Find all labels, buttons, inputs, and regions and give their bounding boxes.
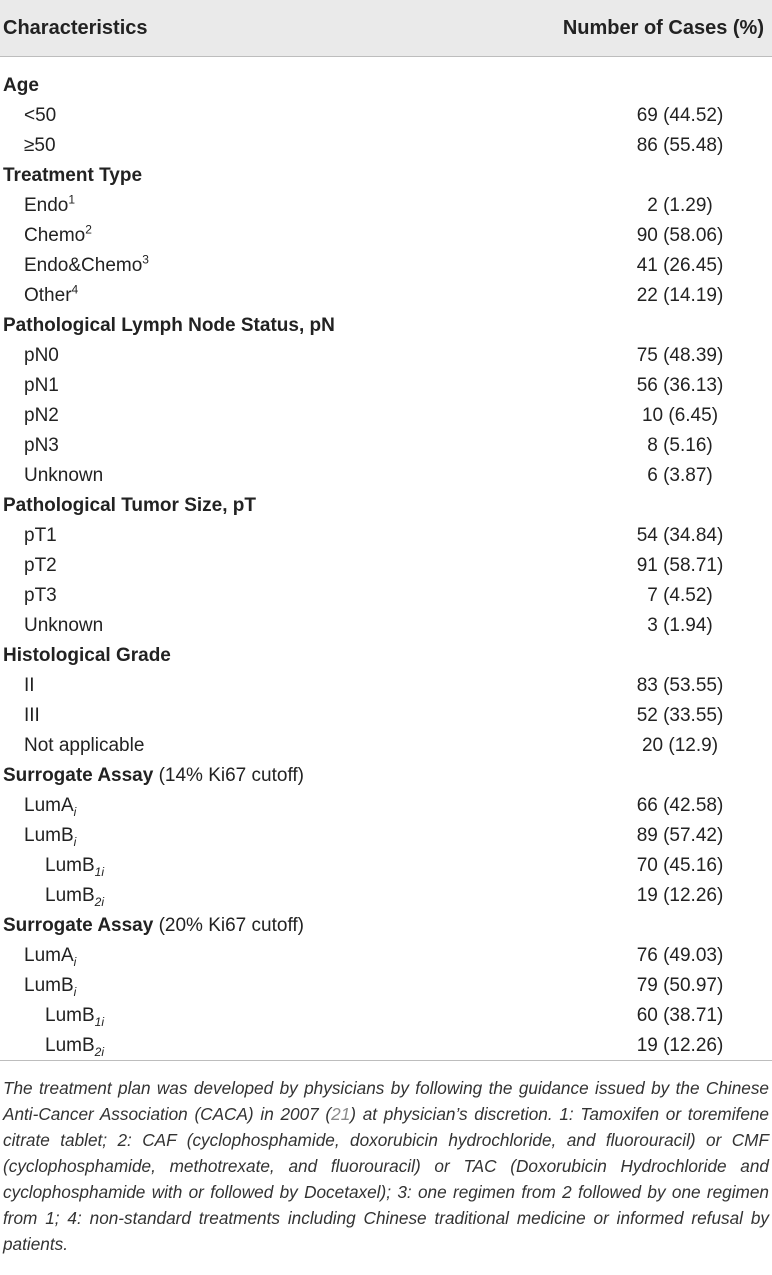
row-value: 8 (5.16) <box>647 435 713 456</box>
row-label: Unknown <box>24 615 104 636</box>
row-value: 75 (48.39) <box>636 345 724 366</box>
table-row <box>0 761 772 791</box>
table-row <box>0 461 772 491</box>
table-row <box>0 251 772 281</box>
table-row <box>0 641 772 671</box>
table-row <box>0 221 772 251</box>
table-row <box>0 791 772 821</box>
table-row <box>0 281 772 311</box>
table-row <box>0 311 772 341</box>
category-label: Pathological Tumor Size, pT <box>3 495 257 516</box>
table-row <box>0 971 772 1001</box>
header-characteristics: Characteristics <box>3 17 148 39</box>
table-footnote: The treatment plan was developed by physicians by following the guidance issued by the Chinese Anti-Cancer Association (CACA) in 2007 (21) at physician’s discretion. 1: Tamoxifen or toremifene citrate tablet; 2: CAF (cyclophosphamide, doxorubicin hydrochloride, and fluorouracil) or CMF (cyclophosphamide, methotrexate, and fluorouracil) or TAC (Doxorubicin Hydrochloride and cyclophosphamide with or followed by Docetaxel); 3: one regimen from 2 followed by one regimen from 1; 4: non-standard treatments including Chinese traditional medicine or informed refusal by patients. <box>3 1078 769 1254</box>
reference-link[interactable]: 21 <box>331 1104 351 1124</box>
table-row <box>0 191 772 221</box>
category-label: Age <box>3 75 39 96</box>
row-label: Endo&Chemo$^3$ <box>24 252 149 276</box>
table-row <box>0 731 772 761</box>
table-row <box>0 371 772 401</box>
table-row <box>0 401 772 431</box>
category-label: Pathological Lymph Node Status, pN <box>3 315 335 336</box>
table-row <box>0 521 772 551</box>
table-row <box>0 941 772 971</box>
row-label: Endo$^1$ <box>24 192 76 216</box>
row-label: pN1 <box>24 375 59 396</box>
table-row <box>0 551 772 581</box>
row-label: III <box>24 705 40 726</box>
row-value: 86 (55.48) <box>636 135 724 156</box>
row-label: LumB$_{2i}$ <box>45 885 104 909</box>
row-value: 52 (33.55) <box>636 705 724 726</box>
table-bottom-rule <box>0 1060 772 1061</box>
row-value: 69 (44.52) <box>636 105 724 126</box>
table-row <box>0 491 772 521</box>
row-label: Unknown <box>24 465 104 486</box>
row-label: pT3 <box>24 585 57 606</box>
row-label: Not applicable <box>24 735 145 756</box>
row-label: LumA$_i$ <box>24 795 77 819</box>
row-value: 22 (14.19) <box>636 285 724 306</box>
row-label: LumB$_{1i}$ <box>45 1005 104 1029</box>
row-label: Chemo$^2$ <box>24 222 92 246</box>
row-value: 10 (6.45) <box>641 405 719 426</box>
row-value: 90 (58.06) <box>636 225 724 246</box>
row-label: pT2 <box>24 555 57 576</box>
table-row <box>0 821 772 851</box>
row-value: 79 (50.97) <box>636 975 724 996</box>
row-value: 76 (49.03) <box>636 945 724 966</box>
row-value: 91 (58.71) <box>636 555 724 576</box>
table-row <box>0 341 772 371</box>
table-row <box>0 581 772 611</box>
table-row <box>0 101 772 131</box>
table-row <box>0 611 772 641</box>
header-number-of-cases: Number of Cases (%) <box>562 17 764 39</box>
table-row <box>0 131 772 161</box>
table-header <box>0 0 772 57</box>
row-value: 20 (12.9) <box>641 735 719 756</box>
row-label: pN0 <box>24 345 59 366</box>
table-row <box>0 71 772 101</box>
table-row <box>0 671 772 701</box>
row-value: 56 (36.13) <box>636 375 724 396</box>
row-label: LumB$_i$ <box>24 975 77 999</box>
row-label: ≥50 <box>24 135 56 156</box>
row-label: LumB$_i$ <box>24 825 77 849</box>
row-value: 54 (34.84) <box>636 525 724 546</box>
table-row <box>0 881 772 911</box>
category-label: Histological Grade <box>3 645 171 666</box>
row-value: 6 (3.87) <box>647 465 713 486</box>
table-row <box>0 161 772 191</box>
table-body <box>0 57 772 1061</box>
table-row <box>0 851 772 881</box>
row-value: 70 (45.16) <box>636 855 724 876</box>
row-value: 60 (38.71) <box>636 1005 724 1026</box>
row-label: LumA$_i$ <box>24 945 77 969</box>
row-value: 19 (12.26) <box>636 1035 724 1056</box>
row-label: pN3 <box>24 435 59 456</box>
row-value: 41 (26.45) <box>636 255 724 276</box>
row-label: II <box>24 675 35 696</box>
row-value: 89 (57.42) <box>636 825 724 846</box>
category-label: Treatment Type <box>3 165 143 186</box>
category-label: Surrogate Assay (20% Ki67 cutoff) <box>3 915 304 936</box>
row-value: 83 (53.55) <box>636 675 724 696</box>
table-row <box>0 911 772 941</box>
row-value: 66 (42.58) <box>636 795 724 816</box>
row-label: <50 <box>24 105 57 126</box>
table-row <box>0 1001 772 1031</box>
row-label: LumB$_{1i}$ <box>45 855 104 879</box>
row-value: 2 (1.29) <box>647 195 713 216</box>
table-row <box>0 701 772 731</box>
table-row <box>0 1031 772 1061</box>
row-label: LumB$_{2i}$ <box>45 1035 104 1059</box>
row-label: pN2 <box>24 405 59 426</box>
row-value: 7 (4.52) <box>647 585 713 606</box>
row-value: 19 (12.26) <box>636 885 724 906</box>
row-label: pT1 <box>24 525 57 546</box>
table-row <box>0 431 772 461</box>
row-label: Other$^4$ <box>24 282 79 306</box>
row-value: 3 (1.94) <box>647 615 713 636</box>
category-label: Surrogate Assay (14% Ki67 cutoff) <box>3 765 304 786</box>
